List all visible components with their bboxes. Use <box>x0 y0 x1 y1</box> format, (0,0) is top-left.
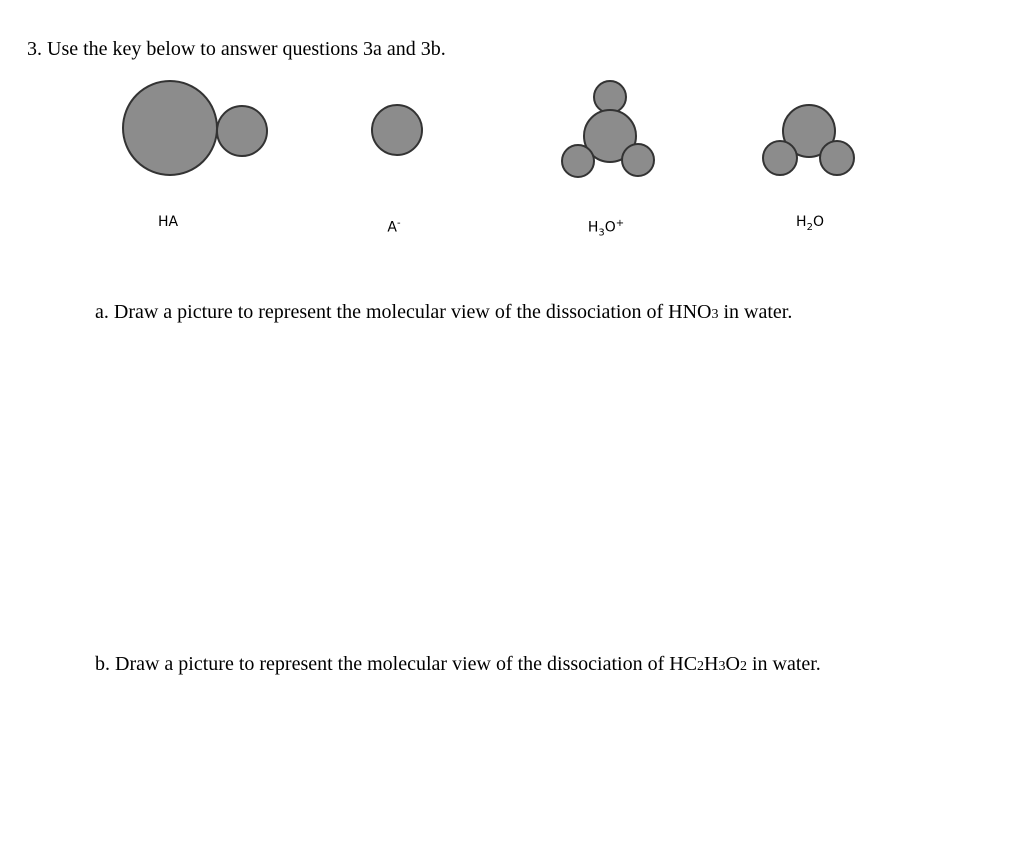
ha-label: HA <box>157 214 179 230</box>
h2o-label: $H_2O$ <box>796 214 824 233</box>
h3o-ion-icon <box>562 81 654 177</box>
h2o-molecule-icon <box>763 105 854 175</box>
question-part-a: a. Draw a picture to represent the molecular view of the dissociation of HNO3 in water. <box>95 301 793 323</box>
molecule-key <box>0 0 1024 260</box>
h3o-label: $H_3O^+$ <box>587 218 625 239</box>
ha-molecule-icon <box>123 81 267 175</box>
question-title: 3. Use the key below to answer questions 3a and 3b. <box>27 38 446 60</box>
a-ion-icon <box>372 105 422 155</box>
question-part-b: b. Draw a picture to represent the molecular view of the dissociation of HC2H3O2 in water. <box>95 653 821 675</box>
a-label: A- <box>387 218 401 236</box>
